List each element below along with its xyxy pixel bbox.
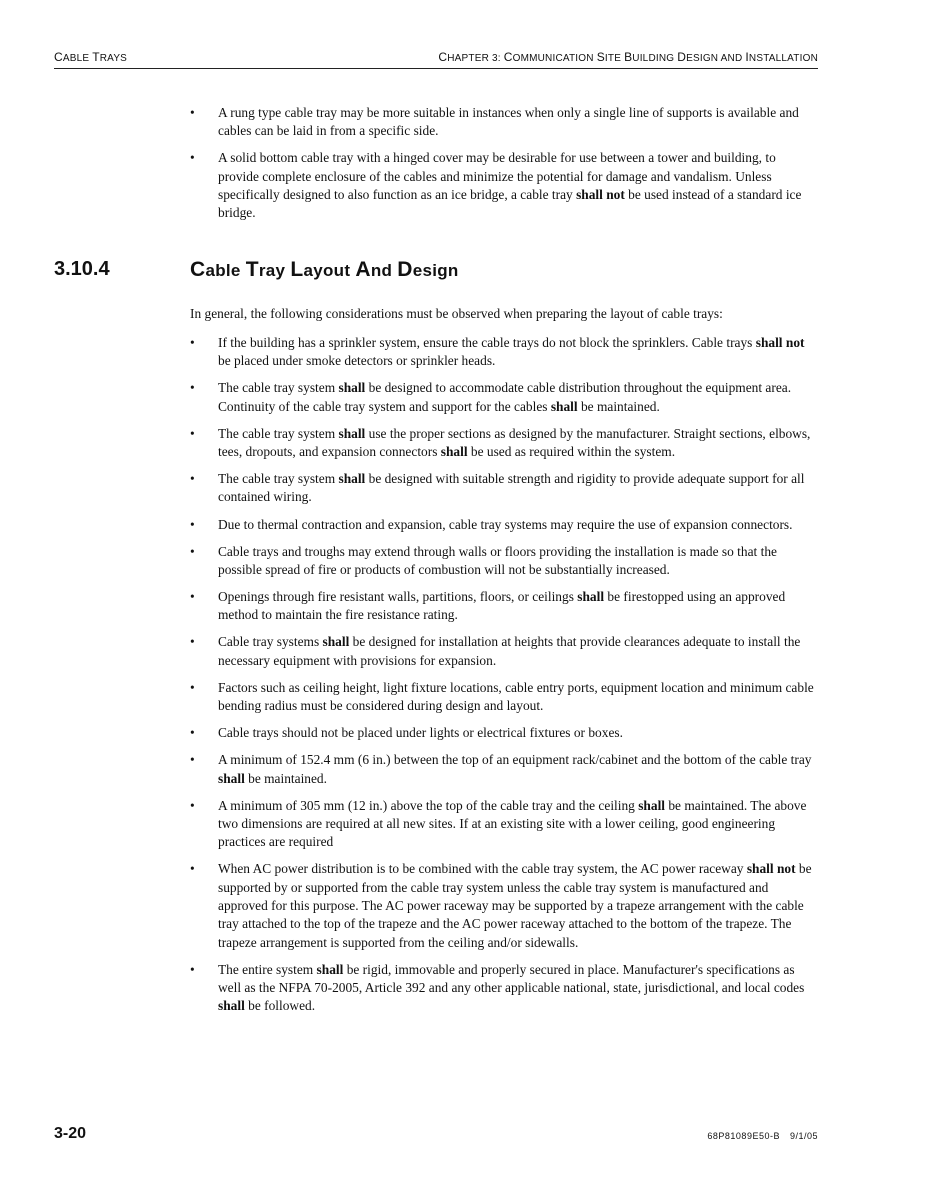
page-number: 3-20 [54, 1125, 87, 1142]
list-item: • A rung type cable tray may be more suitable in instances when only a single line of supports is available and cables can be laid in from a specific side. [190, 104, 818, 141]
emphasis: shall [338, 380, 366, 396]
section-title: Cable Tray Layout And Design [190, 258, 459, 281]
emphasis: shall not [755, 335, 805, 350]
emphasis: shall [440, 444, 468, 460]
list-item: • Cable trays and troughs may extend through walls or floors providing the installation is made so that the possible spread of fire or products of combustion will not be substantially increased. [190, 543, 818, 580]
bullet-block [190, 334, 818, 1024]
list-item: • The cable tray system shall use the proper sections as designed by the manufacturer. Straight sections, elbows, tees, dropouts, and expansion connectors shall be used as required within the system. [190, 425, 818, 462]
list-item: • Cable trays should not be placed under lights or electrical fixtures or boxes. [190, 724, 818, 742]
list-item: • The cable tray system shall be designed to accommodate cable distribution throughout the equipment area. Continuity of the cable tray system and support for the cables shall be maintained. [190, 379, 818, 416]
list-item: • Due to thermal contraction and expansion, cable tray systems may require the use of expansion connectors. [190, 516, 818, 534]
emphasis: shall [338, 425, 366, 441]
emphasis: shall [322, 634, 350, 650]
list-item: • Factors such as ceiling height, light fixture locations, cable entry ports, equipment location and minimum cable bending radius must be considered during design and layout. [190, 679, 818, 716]
list-item: • Openings through fire resistant walls, partitions, floors, or ceilings shall be firestopped using an approved method to maintain the fire resistance rating. [190, 588, 818, 625]
emphasis: shall [338, 471, 366, 487]
header-left: CABLE TRAYS [54, 50, 128, 64]
section-intro: In general, the following considerations must be observed when preparing the layout of cable trays: [190, 306, 723, 321]
list-item: • Cable tray systems shall be designed for installation at heights that provide clearances adequate to install the necessary equipment with provisions for expansion. [190, 633, 818, 670]
header-right: CHAPTER 3: COMMUNICATION SITE BUILDING DESIGN AND INSTALLATION [438, 50, 818, 64]
emphasis: shall not [576, 186, 625, 202]
emphasis: shall [550, 398, 578, 414]
emphasis: shall [218, 770, 245, 786]
top-bullet-list [190, 104, 818, 223]
footer-doc-info [707, 1131, 818, 1141]
emphasis: shall [638, 797, 666, 813]
list-item: • If the building has a sprinkler system, ensure the cable trays do not block the sprinklers. Cable trays shall not be placed under smoke detectors or sprinkler heads. [190, 334, 818, 371]
emphasis: shall not [746, 861, 796, 877]
list-item: • When AC power distribution is to be combined with the cable tray system, the AC power raceway shall not be supported by or supported from the cable tray system unless the cable tray system is manufactured and approved for this purpose. The AC power raceway may be supported by a trapeze arrangement with the cable tray attached to the top of the trapeze and the AC power raceway attached to the bottom of the trapeze. The trapeze arrangement is supported from the ceiling and/or sidewalls. [190, 860, 818, 951]
list-item: • A minimum of 305 mm (12 in.) above the top of the cable tray and the ceiling shall be maintained. The above two dimensions are required at all new sites. If at an existing site with a lower ceiling, good engineering practices are required [190, 797, 818, 852]
emphasis: shall [218, 998, 245, 1014]
top-bullet-block [190, 104, 818, 231]
section-number: 3.10.4 [54, 258, 110, 280]
running-header [54, 48, 818, 69]
doc-id: 68P81089E50-B [707, 1131, 780, 1141]
doc-date: 9/1/05 [789, 1131, 818, 1141]
emphasis: shall [577, 589, 605, 605]
list-item: • A minimum of 152.4 mm (6 in.) between the top of an equipment rack/cabinet and the bottom of the cable tray shall be maintained. [190, 751, 818, 788]
list-item: • A solid bottom cable tray with a hinged cover may be desirable for use between a tower and building, to provide complete enclosure of the cables and minimize the potential for damage and vandalism. Unless specifically designed to also function as an ice bridge, a cable tray shall not be used instead of a standard ice bridge. [190, 149, 818, 222]
list-item: • The entire system shall be rigid, immovable and properly secured in place. Manufacturer's specifications as well as the NFPA 70-2005, Article 392 and any other applicable national, state, jurisdictional, and local codes shall be followed. [190, 961, 818, 1016]
bullet-list [190, 334, 818, 1016]
emphasis: shall [316, 961, 344, 977]
list-item: • The cable tray system shall be designed with suitable strength and rigidity to provide adequate support for all contained wiring. [190, 470, 818, 507]
